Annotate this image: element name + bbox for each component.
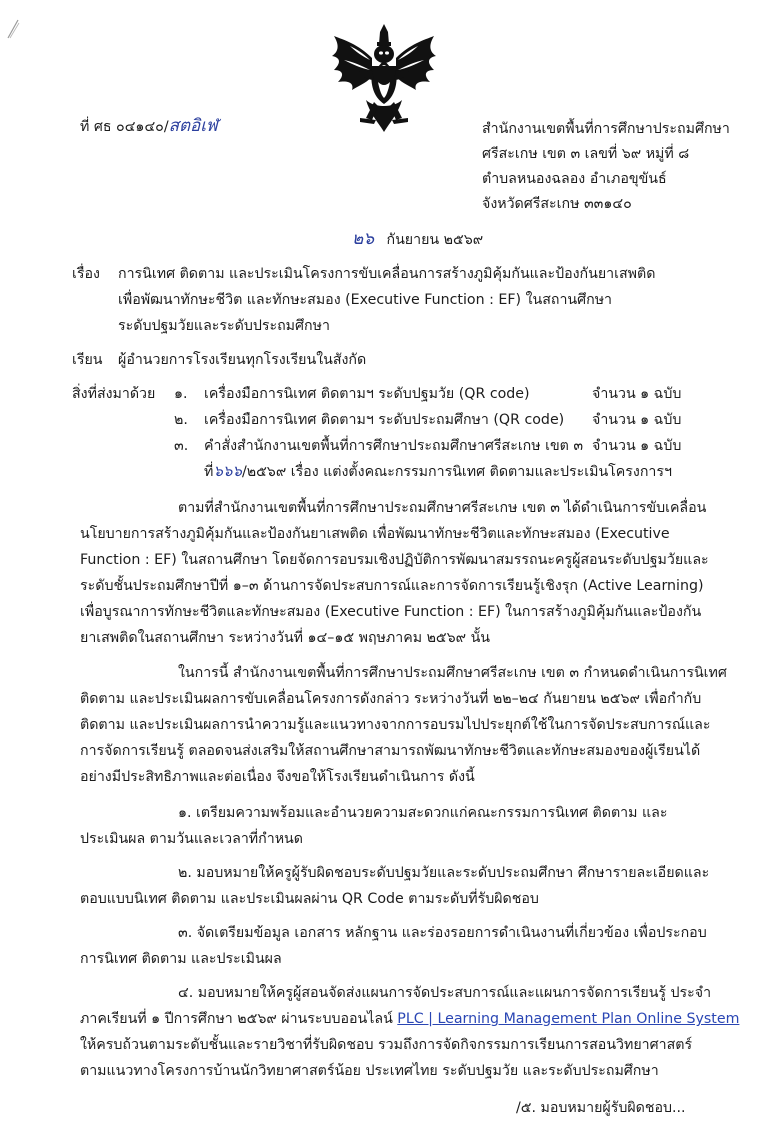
action-item-4-prefix: ภาคเรียนที่ ๑ ปีการศึกษา ๒๕๖๙ ผ่านระบบออนไลน์ bbox=[80, 1011, 393, 1027]
subject-line-1: การนิเทศ ติดตาม และประเมินโครงการขับเคลื่อนการสร้างภูมิคุ้มกันและป้องกันยาเสพติด bbox=[118, 266, 656, 282]
attachment-3-continuation bbox=[204, 462, 672, 481]
document-number-handwritten: สตอิเฬ bbox=[168, 116, 218, 136]
attachment-1-text: เครื่องมือการนิเทศ ติดตามฯ ระดับปฐมวัย (QR code) bbox=[204, 386, 530, 402]
action-item-4-line-3: ให้ครบถ้วนตามระดับชั้นและรายวิชาที่รับผิดชอบ รวมถึงการจัดกิจกรรมการเรียนการสอนวิทยาศาสตร์ bbox=[80, 1037, 693, 1053]
action-item-4-line-4: ตามแนวทางโครงการบ้านนักวิทยาศาสตร์น้อย ประเทศไทย ระดับปฐมวัย และระดับประถมศึกษา bbox=[80, 1063, 659, 1079]
document-number-prefix: ที่ ศธ ๐๔๑๔๐/ bbox=[80, 119, 169, 135]
action-item-1-line: ประเมินผล ตามวันและเวลาที่กำหนด bbox=[80, 831, 303, 847]
paragraph-2-line: ในการนี้ สำนักงานเขตพื้นที่การศึกษาประถมศึกษาศรีสะเกษ เขต ๓ กำหนดดำเนินการนิเทศ bbox=[178, 665, 727, 681]
action-item-3-line: การนิเทศ ติดตาม และประเมินผล bbox=[80, 951, 282, 967]
lesson-plan-system-link[interactable]: PLC | Learning Management Plan Online System bbox=[397, 1011, 740, 1027]
subject-label: เรื่อง bbox=[72, 266, 100, 282]
action-item-4-line-2 bbox=[80, 1011, 739, 1028]
attachment-2-number: ๒. bbox=[174, 412, 188, 428]
recipient-label: เรียน bbox=[72, 352, 103, 368]
paragraph-1-line: ยาเสพติดในสถานศึกษา ระหว่างวันที่ ๑๔–๑๕ พฤษภาคม ๒๕๖๙ นั้น bbox=[80, 630, 490, 646]
date-day-handwritten: ๒๖ bbox=[352, 229, 374, 249]
sender-line-3: ตำบลหนองฉลอง อำเภอขุขันธ์ bbox=[482, 171, 667, 187]
garuda-emblem-icon bbox=[330, 22, 438, 134]
attachment-1-number: ๑. bbox=[174, 386, 188, 402]
action-item-4-line-1: ๔. มอบหมายให้ครูผู้สอนจัดส่งแผนการจัดประสบการณ์และแผนการจัดการเรียนรู้ ประจำ bbox=[178, 985, 712, 1001]
attachment-3-cont-rest: /๒๕๖๙ เรื่อง แต่งตั้งคณะกรรมการนิเทศ ติดตามและประเมินโครงการฯ bbox=[241, 464, 672, 480]
attachment-1-quantity: จำนวน ๑ ฉบับ bbox=[592, 386, 682, 402]
sender-line-1: สำนักงานเขตพื้นที่การศึกษาประถมศึกษา bbox=[482, 121, 730, 137]
attachment-3-number: ๓. bbox=[174, 438, 189, 454]
attachment-2-quantity: จำนวน ๑ ฉบับ bbox=[592, 412, 682, 428]
attachment-2-text: เครื่องมือการนิเทศ ติดตามฯ ระดับประถมศึกษา (QR code) bbox=[204, 412, 565, 428]
paragraph-2-line: อย่างมีประสิทธิภาพและต่อเนื่อง จึงขอให้โรงเรียนดำเนินการ ดังนี้ bbox=[80, 769, 475, 785]
page-continuation: /๕. มอบหมายผู้รับผิดชอบ... bbox=[516, 1100, 686, 1116]
paragraph-1-line: Function : EF) ในสถานศึกษา โดยจัดการอบรมเชิงปฏิบัติการพัฒนาสมรรถนะครูผู้สอนระดับปฐมวัยและ bbox=[80, 552, 709, 568]
subject-line-3: ระดับปฐมวัยและระดับประถมศึกษา bbox=[118, 318, 330, 334]
action-item-1-line: ๑. เตรียมความพร้อมและอำนวยความสะดวกแก่คณะกรรมการนิเทศ ติดตาม และ bbox=[178, 805, 668, 821]
order-number-handwritten: ๖๖๖ bbox=[213, 462, 242, 480]
date-month-year: กันยายน ๒๕๖๙ bbox=[386, 232, 484, 248]
paragraph-2-line: การจัดการเรียนรู้ ตลอดจนส่งเสริมให้สถานศึกษาสามารถพัฒนาทักษะชีวิตและทักษะสมองของผู้เรียนได้ bbox=[80, 743, 701, 759]
paragraph-1-line: ตามที่สำนักงานเขตพื้นที่การศึกษาประถมศึกษาศรีสะเกษ เขต ๓ ได้ดำเนินการขับเคลื่อน bbox=[178, 500, 707, 516]
action-item-2-line: ตอบแบบนิเทศ ติดตาม และประเมินผลผ่าน QR Code ตามระดับที่รับผิดชอบ bbox=[80, 891, 539, 907]
paragraph-1-line: นโยบายการสร้างภูมิคุ้มกันและป้องกันยาเสพติด เพื่อพัฒนาทักษะชีวิตและทักษะสมอง (Executive bbox=[80, 526, 670, 542]
document-number bbox=[80, 116, 218, 136]
action-item-2-line: ๒. มอบหมายให้ครูผู้รับผิดชอบระดับปฐมวัยและระดับประถมศึกษา ศึกษารายละเอียดและ bbox=[178, 865, 710, 881]
paragraph-1-line: เพื่อบูรณาการทักษะชีวิตและทักษะสมอง (Executive Function : EF) ในการสร้างภูมิคุ้มกันและป้องกัน bbox=[80, 604, 702, 620]
attachment-3-quantity: จำนวน ๑ ฉบับ bbox=[592, 438, 682, 454]
subject-line-2: เพื่อพัฒนาทักษะชีวิต และทักษะสมอง (Executive Function : EF) ในสถานศึกษา bbox=[118, 292, 613, 308]
paragraph-2-line: ติดตาม และประเมินผลการขับเคลื่อนโครงการดังกล่าว ระหว่างวันที่ ๒๒–๒๔ กันยายน ๒๕๖๙ เพื่อกำกับ bbox=[80, 691, 702, 707]
sender-line-4: จังหวัดศรีสะเกษ ๓๓๑๔๐ bbox=[482, 196, 632, 212]
action-item-3-line: ๓. จัดเตรียมข้อมูล เอกสาร หลักฐาน และร่องรอยการดำเนินงานที่เกี่ยวข้อง เพื่อประกอบ bbox=[178, 925, 707, 941]
attachment-3-cont-prefix: ที่ bbox=[204, 464, 214, 480]
sender-line-2: ศรีสะเกษ เขต ๓ เลขที่ ๖๙ หมู่ที่ ๘ bbox=[482, 146, 690, 162]
scan-mark-icon bbox=[6, 18, 20, 40]
recipient-text: ผู้อำนวยการโรงเรียนทุกโรงเรียนในสังกัด bbox=[118, 352, 367, 368]
paragraph-1-line: ระดับชั้นประถมศึกษาปีที่ ๑–๓ ด้านการจัดประสบการณ์และการจัดการเรียนรู้เชิงรุก (Active Learning) bbox=[80, 578, 704, 594]
attachments-label: สิ่งที่ส่งมาด้วย bbox=[72, 386, 156, 402]
document-date bbox=[352, 229, 483, 249]
paragraph-2-line: ติดตาม และประเมินผลการนำความรู้และแนวทางจากการอบรมไปประยุกต์ใช้ในการจัดประสบการณ์และ bbox=[80, 717, 711, 733]
attachment-3-text: คำสั่งสำนักงานเขตพื้นที่การศึกษาประถมศึกษาศรีสะเกษ เขต ๓ bbox=[204, 438, 584, 454]
